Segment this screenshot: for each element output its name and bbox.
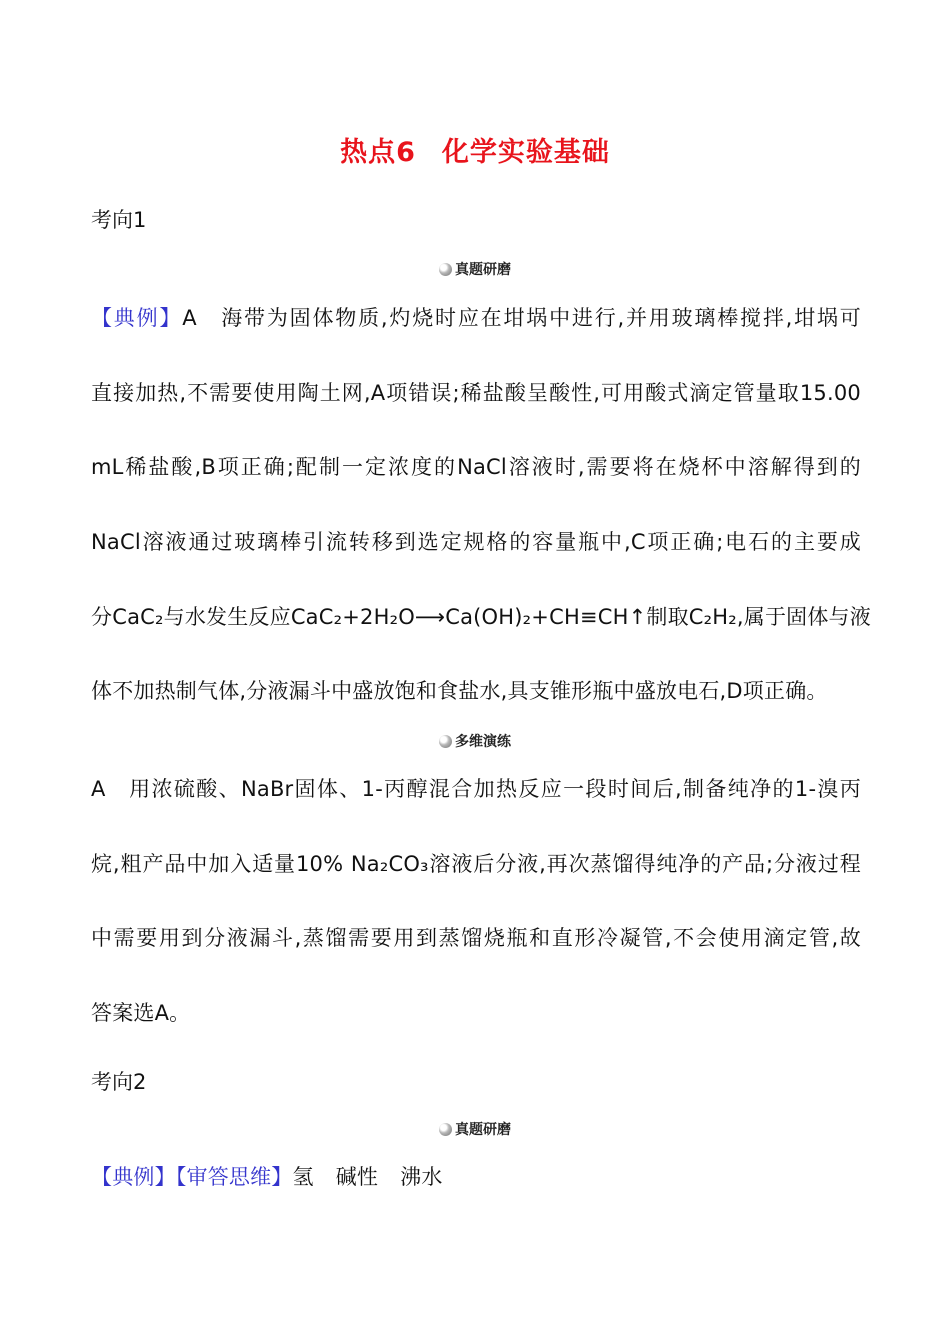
- thinking-tag: 【审答思维】: [175, 1165, 293, 1189]
- text-segment: A 海带为固体物质,灼烧时应在坩埚中进行,并用玻璃棒搅拌,坩埚可: [182, 306, 861, 330]
- text-line: A 用浓硫酸、NaBr固体、1-丙醇混合加热反应一段时间后,制备纯净的1-溴丙: [91, 777, 861, 801]
- answer-3: 沸水: [400, 1165, 443, 1189]
- page-title: [0, 130, 950, 169]
- example-tag: 【典例】: [91, 306, 183, 330]
- circle-bullet-icon: [439, 735, 452, 748]
- badge-label: 多维演练: [455, 734, 511, 750]
- section-badge-zhenti-1: [0, 259, 950, 279]
- text-line: 答案选A。: [91, 1001, 191, 1026]
- text-line: 中需要用到分液漏斗,蒸馏需要用到蒸馏烧瓶和直形冷凝管,不会使用滴定管,故: [91, 926, 861, 951]
- section-badge-zhenti-2: [0, 1119, 950, 1139]
- practice-explanation-1: [91, 752, 861, 1051]
- text-line: mL稀盐酸,B项正确;配制一定浓度的NaCl溶液时,需要将在烧杯中溶解得到的: [91, 455, 861, 480]
- text-line: 体不加热制气体,分液漏斗中盛放饱和食盐水,具支锥形瓶中盛放电石,D项正确。: [91, 679, 828, 704]
- example-explanation-1: [91, 281, 871, 729]
- text-line: 烷,粗产品中加入适量10% Na₂CO₃溶液后分液,再次蒸馏得纯净的产品;分液过程: [91, 851, 861, 876]
- text-line: [91, 281, 861, 356]
- section-badge-duowei: [0, 731, 950, 751]
- answer-2: 碱性: [335, 1165, 379, 1189]
- text-line: 直接加热,不需要使用陶土网,A项错误;稀盐酸呈酸性,可用酸式滴定管量取15.00: [91, 380, 861, 405]
- title-part1: 热点6: [340, 137, 416, 168]
- answer-1: 氢: [292, 1165, 314, 1189]
- section-heading-2: 考向2: [91, 1070, 147, 1094]
- text-line: 分CaC₂与水发生反应CaC₂+2H₂O⟶Ca(OH)₂+CH≡CH↑制取C₂H₂,属于固体与液: [91, 604, 871, 629]
- example-tag: 【典例】: [91, 1165, 176, 1189]
- circle-bullet-icon: [439, 1123, 452, 1136]
- badge-label: 真题研磨: [455, 262, 511, 278]
- title-part2: 化学实验基础: [441, 137, 610, 168]
- text-line: NaCl溶液通过玻璃棒引流转移到选定规格的容量瓶中,C项正确;电石的主要成: [91, 530, 861, 555]
- badge-label: 真题研磨: [455, 1122, 511, 1138]
- example-answer-2: [91, 1140, 861, 1215]
- text-line: [91, 1140, 861, 1215]
- circle-bullet-icon: [439, 263, 452, 276]
- section-heading-1: 考向1: [91, 208, 147, 232]
